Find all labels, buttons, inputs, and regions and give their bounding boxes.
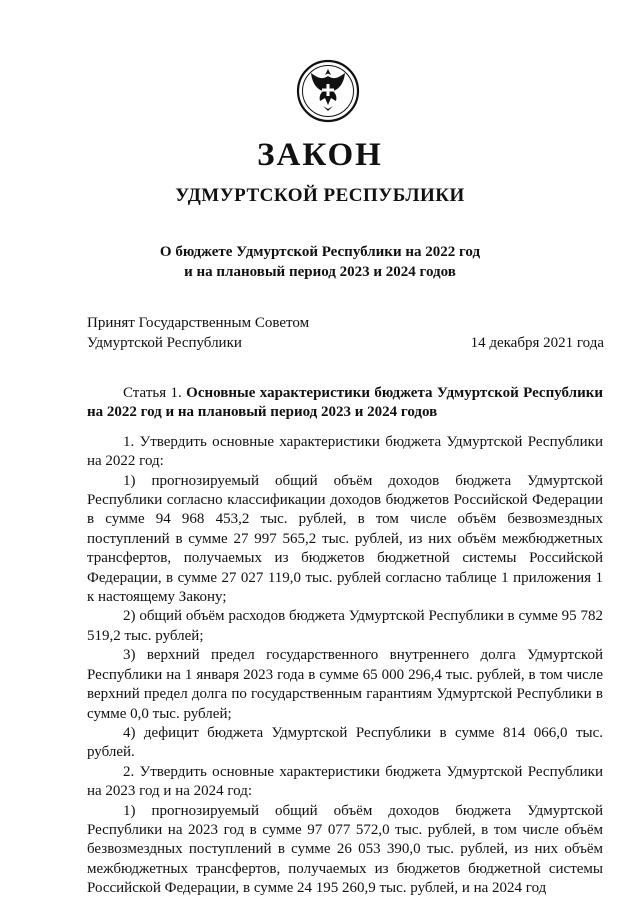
paragraph: 2) общий объём расходов бюджета Удмуртской Республики в сумме 95 782 519,2 тыс. рублей; <box>87 608 603 644</box>
paragraph: 3) верхний предел государственного внутреннего долга Удмуртской Республики на 1 января 2023 года в сумме 65 000 296,4 тыс. рублей, в том числе верхний предел долга по государственным гарантиям Удмуртской Республики в сумме 0,0 тыс. рублей; <box>87 647 603 722</box>
document-body <box>87 384 603 899</box>
law-name <box>0 242 640 282</box>
accepted-line2: Удмуртской Республики <box>87 335 242 351</box>
paragraph: 1) прогнозируемый общий объём доходов бюджета Удмуртской Республики согласно классификации доходов бюджетов Российской Федерации в сумме 94 968 453,2 тыс. рублей, в том числе объём безвозмездных поступлений в сумме 27 997 565,2 тыс. рублей, из них объём межбюджетных трансфертов, получаемых из бюджетов бюджетной системы Российской Федерации, в сумме 27 027 119,0 тыс. рублей согласно таблице 1 приложения 1 к настоящему Закону; <box>87 472 603 606</box>
document-title: ЗАКОН <box>257 137 383 173</box>
paragraph: 4) дефицит бюджета Удмуртской Республики в сумме 814 066,0 тыс. рублей. <box>87 724 603 761</box>
law-name-line2: и на плановый период 2023 и 2024 годов <box>184 264 456 280</box>
accepted-line1: Принят Государственным Советом <box>87 315 310 331</box>
paragraph: 1. Утвердить основные характеристики бюджета Удмуртской Республики на 2022 год: <box>87 433 603 470</box>
accepted-block <box>87 313 604 353</box>
article-title: Основные характеристики бюджета Удмуртской Республики на 2022 год и на плановый период 2023 и 2024 годов <box>87 385 603 421</box>
accepted-date: 14 декабря 2021 года <box>470 335 604 351</box>
article-heading <box>87 384 603 423</box>
paragraph: 2. Утвердить основные характеристики бюджета Удмуртской Республики на 2023 год и на 2024 год: <box>87 763 603 800</box>
article-prefix: Статья 1. <box>123 385 187 401</box>
document-subtitle: УДМУРТСКОЙ РЕСПУБЛИКИ <box>175 185 465 206</box>
paragraph: 1) прогнозируемый общий объём доходов бюджета Удмуртской Республики на 2023 год в сумме 97 077 572,0 тыс. рублей, в том числе объём безвозмездных поступлений в сумме 26 053 390,0 тыс. рублей, из них объём межбюджетных трансфертов, получаемых из бюджетов бюджетной системы Российской Федерации, в сумме 24 195 260,9 тыс. рублей, и на 2024 год <box>87 802 603 897</box>
coat-of-arms-emblem <box>296 58 360 124</box>
law-name-line1: О бюджете Удмуртской Республики на 2022 год <box>159 244 481 260</box>
